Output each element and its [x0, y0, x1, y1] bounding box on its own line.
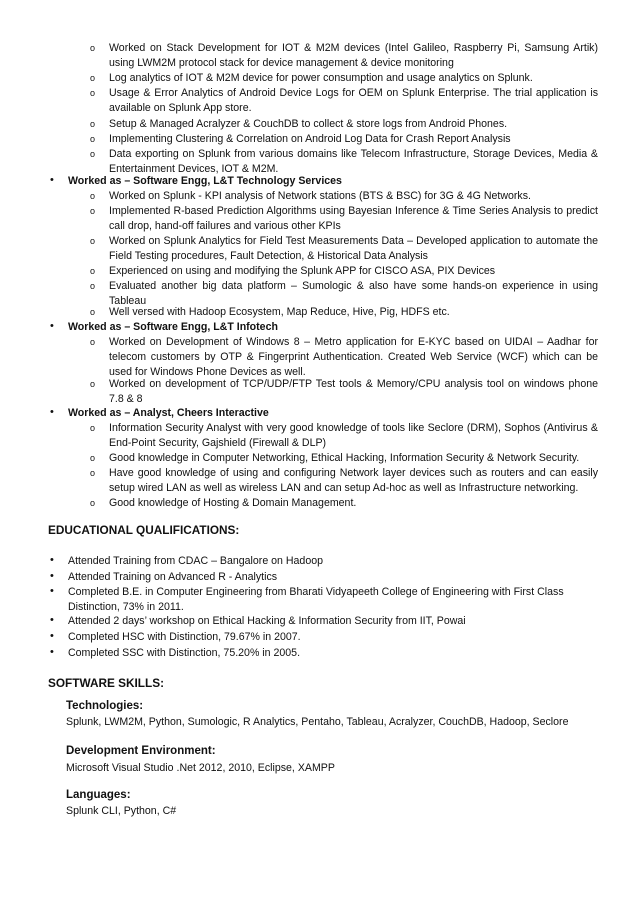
- circle-bullet-icon: o: [90, 453, 96, 463]
- dev-env-text: Microsoft Visual Studio .Net 2012, 2010, Eclipse, XAMPP: [66, 762, 335, 774]
- sub-item: o Information Security Analyst with very good knowledge of tools like Seclore (DRM), Sophos (Antivirus & End-Point Security, Gajshield (Firewall & DLP): [90, 422, 598, 450]
- circle-bullet-icon: o: [90, 281, 96, 291]
- sub-item: o Log analytics of IOT & M2M device for power consumption and usage analytics on Splunk.: [90, 71, 598, 86]
- bullet-icon: •: [50, 630, 54, 642]
- bullet-icon: •: [50, 570, 54, 582]
- sub-item: o Well versed with Hadoop Ecosystem, Map Reduce, Hive, Pig, HDFS etc.: [90, 305, 598, 320]
- sub-item: o Experienced on using and modifying the Splunk APP for CISCO ASA, PIX Devices: [90, 264, 598, 279]
- bullet-icon: •: [50, 554, 54, 566]
- circle-bullet-icon: o: [90, 423, 96, 433]
- circle-bullet-icon: o: [90, 379, 96, 389]
- circle-bullet-icon: o: [90, 206, 96, 216]
- education-item: • Completed HSC with Distinction, 79.67% in 2007.: [50, 630, 301, 643]
- dev-env-label: Development Environment:: [66, 745, 216, 757]
- languages-text: Splunk CLI, Python, C#: [66, 805, 177, 817]
- sub-item: o Implemented R-based Prediction Algorithms using Bayesian Inference & Time Series Analysis to predict call drop, hand-off failures and various other KPIs: [90, 205, 598, 233]
- circle-bullet-icon: o: [90, 236, 96, 246]
- bullet-icon: •: [50, 174, 54, 186]
- sub-item: o Worked on development of TCP/UDP/FTP Test tools & Memory/CPU analysis tool on windows phone 7.8 & 8: [90, 378, 598, 406]
- bullet-icon: •: [50, 646, 54, 658]
- circle-bullet-icon: o: [90, 88, 96, 98]
- sub-item: o Worked on Splunk Analytics for Field Test Measurements Data – Developed application to automate the Field Testing procedures, Fault Detection, & Historical Data Analysis: [90, 235, 598, 263]
- circle-bullet-icon: o: [90, 73, 96, 83]
- sub-item: o Good knowledge of Hosting & Domain Management.: [90, 496, 598, 511]
- circle-bullet-icon: o: [90, 149, 96, 159]
- circle-bullet-icon: o: [90, 266, 96, 276]
- sub-item: o Worked on Development of Windows 8 – Metro application for E-KYC based on UIDAI – Aadhar for telecom customers by OTP & Fingerprint Authentication. Created Web Service (WCF) which can be used for Windows Phone Devices as well.: [90, 336, 598, 379]
- sub-item: o Worked on Splunk - KPI analysis of Network stations (BTS & BSC) for 3G & 4G Networks.: [90, 189, 598, 204]
- circle-bullet-icon: o: [90, 134, 96, 144]
- bullet-icon: •: [50, 585, 54, 597]
- circle-bullet-icon: o: [90, 468, 96, 478]
- circle-bullet-icon: o: [90, 119, 96, 129]
- education-item: • Attended Training on Advanced R - Analytics: [50, 570, 278, 583]
- role-title: • Worked as – Analyst, Cheers Interactive: [50, 406, 269, 419]
- languages-label: Languages:: [66, 789, 131, 801]
- circle-bullet-icon: o: [90, 337, 96, 347]
- sub-item: o Good knowledge in Computer Networking, Ethical Hacking, Information Security & Network Security.: [90, 451, 598, 466]
- sub-item: o Evaluated another big data platform – Sumologic & also have some hands-on experience in using Tableau: [90, 280, 598, 308]
- education-heading: EDUCATIONAL QUALIFICATIONS:: [48, 523, 240, 537]
- circle-bullet-icon: o: [90, 191, 96, 201]
- software-skills-heading: SOFTWARE SKILLS:: [48, 676, 164, 690]
- role-title: • Worked as – Software Engg, L&T Infotech: [50, 320, 278, 333]
- education-item: • Completed B.E. in Computer Engineering from Bharati Vidyapeeth College of Engineering with First Class Distinction, 73% in 2011.: [50, 585, 564, 614]
- sub-item: o Implementing Clustering & Correlation on Android Log Data for Crash Report Analysis: [90, 132, 598, 147]
- sub-item: o Data exporting on Splunk from various domains like Telecom Infrastructure, Storage Devices, Media & Entertainment Devices, IOT & M2M.: [90, 148, 598, 176]
- bullet-icon: •: [50, 320, 54, 332]
- education-item: • Attended Training from CDAC – Bangalore on Hadoop: [50, 554, 323, 567]
- sub-item: o Setup & Managed Acralyzer & CouchDB to collect & store logs from Android Phones.: [90, 117, 598, 132]
- bullet-icon: •: [50, 406, 54, 418]
- sub-item: o Worked on Stack Development for IOT & M2M devices (Intel Galileo, Raspberry Pi, Samsung Artik) using LWM2M protocol stack for device management & device monitoring: [90, 42, 598, 70]
- circle-bullet-icon: o: [90, 43, 96, 53]
- bullet-icon: •: [50, 614, 54, 626]
- role-title: • Worked as – Software Engg, L&T Technology Services: [50, 174, 342, 187]
- sub-item: o Usage & Error Analytics of Android Device Logs for OEM on Splunk Enterprise. The trial application is available on Splunk App store.: [90, 87, 598, 115]
- technologies-label: Technologies:: [66, 700, 144, 712]
- circle-bullet-icon: o: [90, 307, 96, 317]
- sub-item: o Have good knowledge of using and configuring Network layer devices such as routers and can easily setup wired LAN as well as wireless LAN and can setup Ad-hoc as well as Infrastructure networking.: [90, 467, 598, 495]
- education-item: • Completed SSC with Distinction, 75.20% in 2005.: [50, 646, 301, 659]
- education-item: • Attended 2 days’ workshop on Ethical Hacking & Information Security from IIT, Powai: [50, 614, 466, 627]
- circle-bullet-icon: o: [90, 498, 96, 508]
- technologies-text: Splunk, LWM2M, Python, Sumologic, R Analytics, Pentaho, Tableau, Acralyzer, CouchDB, Hadoop, Seclore: [66, 716, 569, 728]
